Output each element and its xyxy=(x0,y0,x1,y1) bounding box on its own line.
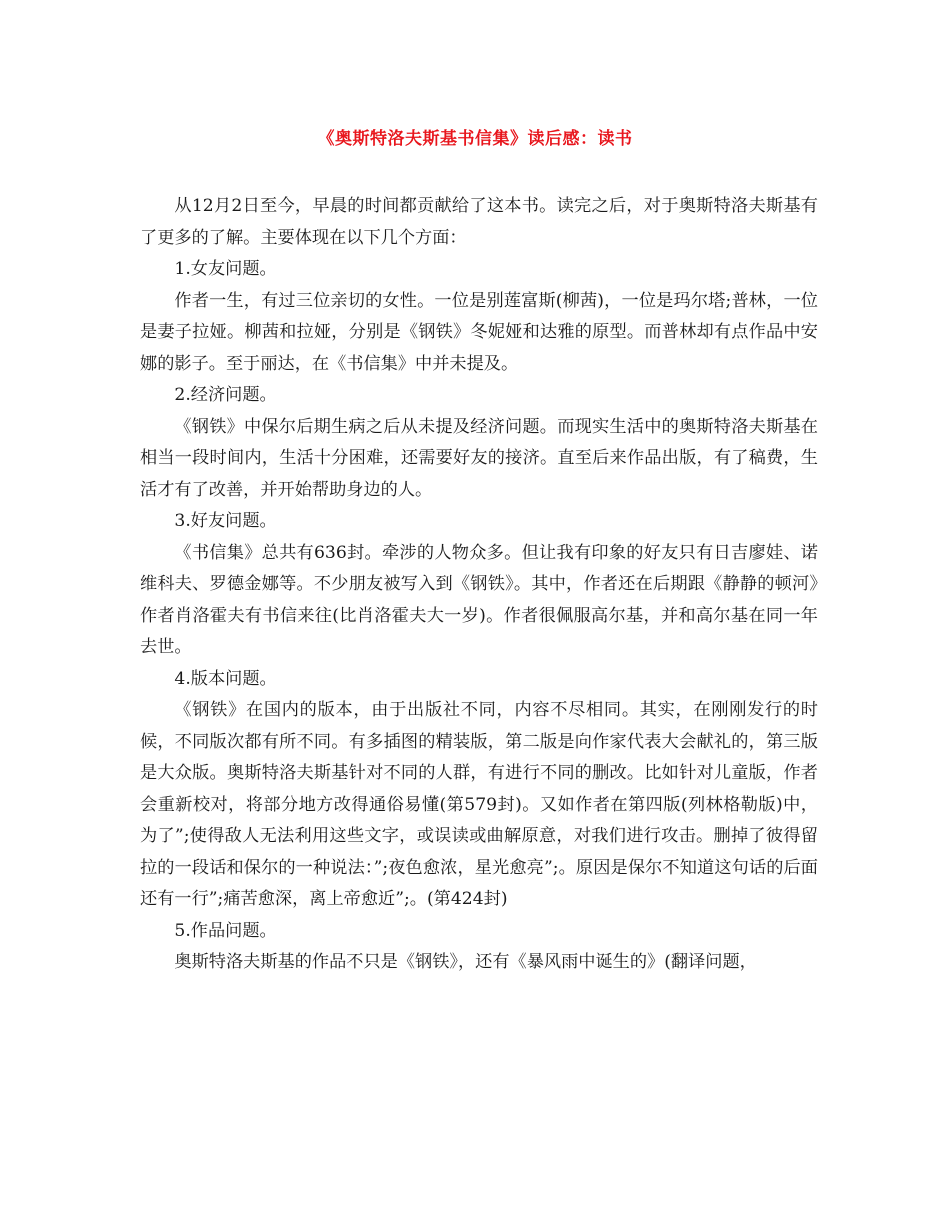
intro-paragraph: 从12月2日至今，早晨的时间都贡献给了这本书。读完之后，对于奥斯特洛夫斯基有了更多的了解。主要体现在以下几个方面： xyxy=(140,196,818,248)
section-heading-girlfriends: 1.女友问题。 xyxy=(174,259,277,279)
section-heading-works: 5.作品问题。 xyxy=(174,920,277,941)
paragraph-girlfriends: 作者一生，有过三位亲切的女性。一位是别莲富斯(柳茜)，一位是玛尔塔;普林，一位是妻子拉娅。柳茜和拉娅，分别是《钢铁》冬妮娅和达雅的原型。而普林却有点作品中安娜的影子。至于丽达，在《书信集》中并未提及。 xyxy=(140,290,818,374)
paragraph-works: 奥斯特洛夫斯基的作品不只是《钢铁》，还有《暴风雨中诞生的》(翻译问题， xyxy=(174,952,757,972)
section-heading-economy: 2.经济问题。 xyxy=(174,385,277,405)
paragraph-economy: 《钢铁》中保尔后期生病之后从未提及经济问题。而现实生活中的奥斯特洛夫斯基在相当一段时间内，生活十分困难，还需要好友的接济。直至后来作品出版，有了稿费，生活才有了改善，并开始帮助身边的人。 xyxy=(140,416,818,500)
paragraph-friends: 《书信集》总共有636封。牵涉的人物众多。但让我有印象的好友只有日吉廖娃、诺维科夫、罗德金娜等。不少朋友被写入到《钢铁》。其中，作者还在后期跟《静静的顿河》作者肖洛霍夫有书信来往(比肖洛霍夫大一岁)。作者很佩服高尔基，并和高尔基在同一年去世。 xyxy=(140,542,818,657)
document-title: 《奥斯特洛夫斯基书信集》读后感：读书 xyxy=(317,129,633,149)
section-heading-editions: 4.版本问题。 xyxy=(174,668,277,689)
document-body xyxy=(140,191,818,979)
section-heading-friends: 3.好友问题。 xyxy=(174,511,277,531)
paragraph-editions: 《钢铁》在国内的版本，由于出版社不同，内容不尽相同。其实，在刚刚发行的时候，不同版次都有所不同。有多插图的精装版，第二版是向作家代表大会献礼的，第三版是大众版。奥斯特洛夫斯基针对不同的人群，有进行不同的删改。比如针对儿童版，作者会重新校对，将部分地方改得通俗易懂(第579封)。又如作者在第四版(列林格勒版)中，为了”;使得敌人无法利用这些文字，或误读或曲解原意，对我们进行攻击。删掉了彼得留拉的一段话和保尔的一种说法：”;夜色愈浓，星光愈亮”;。原因是保尔不知道这句话的后面还有一行”;痛苦愈深，离上帝愈近”;。(第424封) xyxy=(140,700,818,909)
